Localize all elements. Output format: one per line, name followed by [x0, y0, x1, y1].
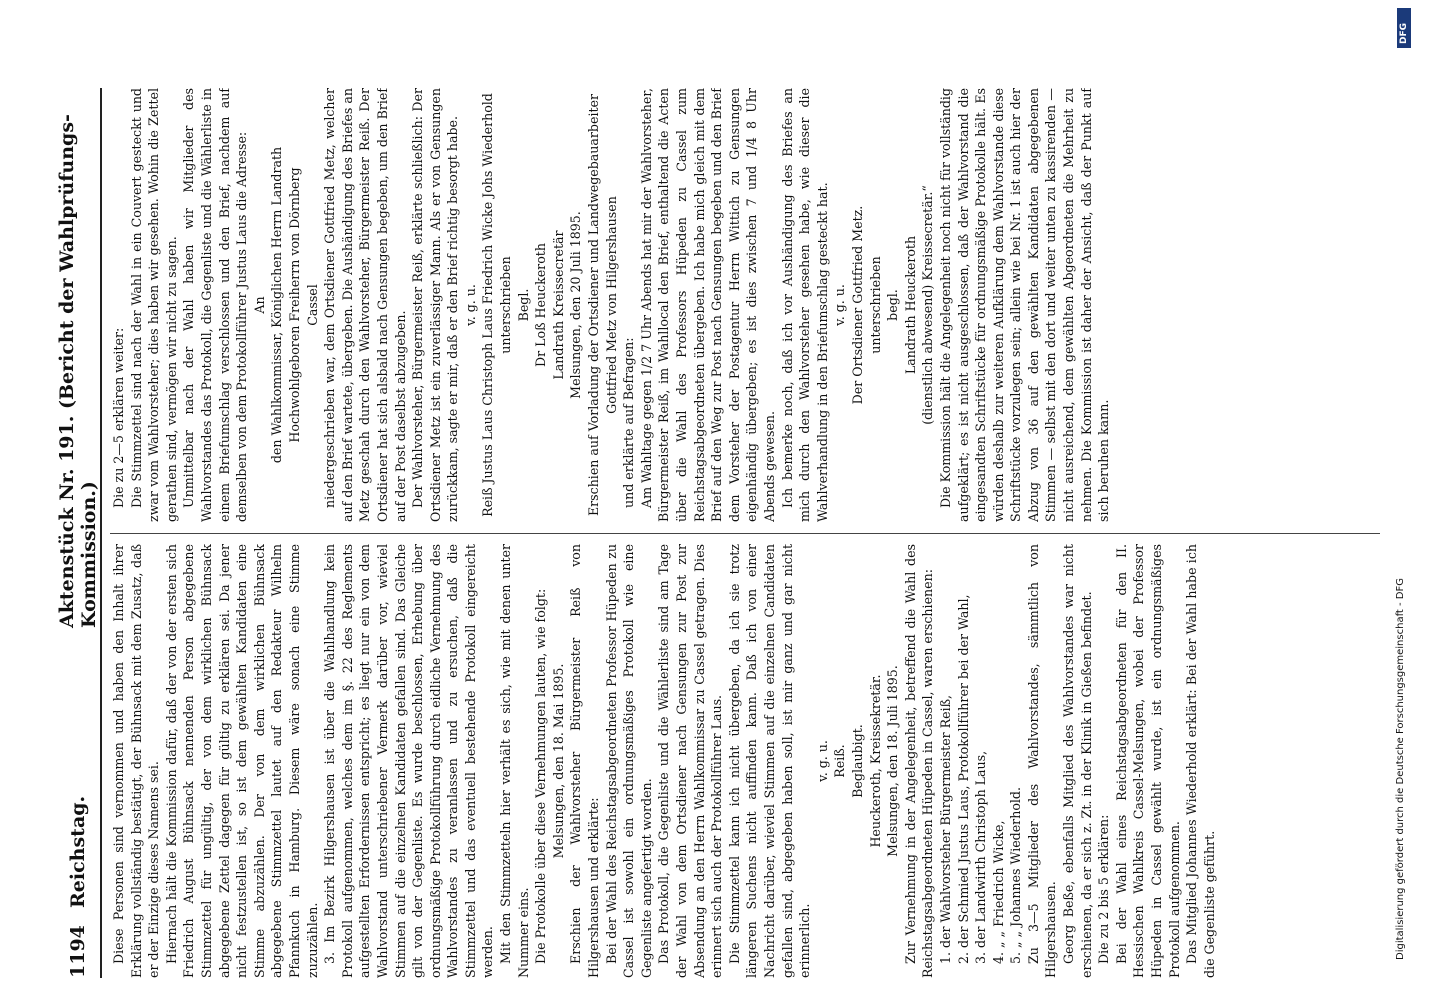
paragraph: Reiß Justus Laus Christoph Laus Friedrich Wicke Johs Wiederhold — [480, 93, 496, 517]
paragraph: Die Protokolle über diese Vernehmungen lauten, wie folgt: — [533, 588, 549, 964]
paragraph: Bei der Wahl des Reichstagsabgeordneten Professor Hüpeden zu Cassel ist sowohl ein ordnungsmäßiges Protokoll wie eine Gegenliste angefertigt worden. — [603, 544, 654, 978]
paragraph: Beglaubigt. — [849, 724, 865, 798]
paragraph: Dr Loß Heuckeroth — [533, 243, 549, 367]
paragraph: Erschien auf Vorladung der Ortsdiener und Landwegebauarbeiter Gottfried Metz von Hilgershausen — [586, 93, 619, 517]
paragraph: v. g. u. — [462, 284, 478, 326]
digitization-note — [1395, 260, 1415, 960]
paragraph: Hiernach hält die Kommission dafür, daß der von der ersten sich Friedrich August Bühnsack nennenden Person abgegebene Stimmzettel für ungültig, der von dem wirklichen Bühnsack abgegebene Zettel dagegen für gültig zu erklären sei. Da jener nicht festzustellen ist, so ist dem gewählten Kandidaten eine Stimme abzuzählen. Der von dem wirklichen Bühnsack abgegebene Stimmzettel lautet auf den Redakteur Wilhelm Pfannkuch in Hamburg. Diesem wäre sonach eine Stimme zuzuzählen. — [163, 544, 320, 978]
page-number: 1194 — [67, 925, 89, 978]
paragraph: Die Stimmzettel kann ich nicht übergeben, da ich sie trotz längeren Suchens nicht auffinden kann. Daß ich von einer Nachricht darüber, wieviel Stimmen auf die einzelnen Candidaten gefallen sind, abgegeben haben soll, ist mir ganz und gar nicht erinnerlich. — [726, 544, 813, 978]
paragraph: Diese Personen sind vernommen und haben den Inhalt ihrer Erklärung vollständig bestätigt, der Bühnsack mit dem Zusatz, daß er der Einzige dieses Namens sei. — [111, 544, 162, 978]
page-header — [58, 88, 98, 978]
paragraph: Begl. — [515, 288, 531, 322]
paragraph: unterschrieben — [867, 256, 883, 354]
paragraph: Die zu 2 bis 5 erklären: — [1096, 814, 1112, 964]
header-rule — [100, 88, 102, 978]
paragraph: unterschrieben — [498, 256, 514, 354]
paragraph: Ich bemerke noch, daß ich vor Aushändigung des Briefes an mich durch den Wahlvorsteher gesehen habe, wie dieser die Wahlverhandlung in den Briefumschlag gesteckt hat. — [779, 88, 830, 522]
paragraph: v. g. u. — [814, 740, 830, 782]
paragraph: Das Protokoll, die Gegenliste und die Wählerliste sind am Tage der Wahl von dem Ortsdiener nach Gensungen zur Post zur Absendung an den Herrn Wahlkommissar zu Cassel getragen. Dies erinnert sich auch der Protokollführer Laus. — [656, 544, 725, 978]
paragraph: Georg Beße, ebenfalls Mitglied des Wahlvorstandes war nicht erschienen, da er sich z. Zt. in der Klinik in Gießen befindet. — [1061, 544, 1094, 978]
paragraph: begl. — [885, 289, 901, 321]
paragraph: 1. der Wahlvorsteher Bürgermeister Reiß, — [937, 694, 953, 964]
paragraph: Heuckeroth, Kreissekretär. — [867, 674, 883, 848]
paragraph: Mit den Stimmzetteln hier verhält es sich, wie mit denen unter Nummer eins. — [498, 544, 531, 978]
paragraph: Die Kommission hält die Angelegenheit noch nicht für vollständig aufgeklärt; es ist nicht ausgeschlossen, daß der Wahlvorstand die eingesandten Schriftstücke für ordnungsmäßige Protokolle hält. Es würden deshalb zur weiteren Aufklärung dem Wahlvorstande diese Schriftstücke vorzulegen sein; allein wie bei Nr. 1 ist auch hier der Abzug von 36 auf den gewählten Kandidaten abgegebenen Stimmen — selbst mit den dort und weiter unten zu kassirenden — nicht ausreichend, dem gewählten Abgeordneten die Mehrheit zu nehmen. Die Kommission ist daher der Ansicht, daß der Punkt auf sich beruhen kann. — [937, 88, 1112, 522]
paragraph: Das Mitglied Johannes Wiederhold erklärt: Bei der Wahl habe ich die Gegenliste geführt. — [1184, 544, 1217, 978]
paragraph: 4. „ „ Friedrich Wicke, — [990, 820, 1006, 964]
paragraph: Der Wahlvorsteher, Bürgermeister Reiß, erklärte schließlich: Der Ortsdiener Metz ist ein zuverlässiger Mann. Als er von Gensungen zurückkam, sagte er mir, daß er den Brief richtig besorgt habe. — [410, 88, 461, 522]
paragraph: Am Wahltage gegen 1/2 7 Uhr Abends hat mir der Wahlvorsteher, Bürgermeister Reiß, im Wahllocal den Brief, enthaltend die Acten über die Wahl des Professors Hüpeden zu Cassel zum Reichstagsabgeordneten übergeben. Ich habe mich gleich mit dem Brief auf den Weg zur Post nach Gensungen begeben und den Brief dem Vorsteher der Postagentur Herrn Wittich zu Gensungen eigenhändig übergeben; es ist dies zwischen 7 und 1/4 8 Uhr Abends gewesen. — [638, 88, 777, 522]
paragraph: Die Stimmzettel sind nach der Wahl in ein Couvert gesteckt und zwar vom Wahlvorsteher; dies haben wir gesehen. Wohin die Zettel gerathen sind, vermögen wir nicht zu sagen. — [128, 88, 179, 522]
dfg-badge-text: DFG — [1399, 22, 1409, 44]
document-page — [58, 88, 1388, 978]
paragraph: Der Ortsdiener Gottfried Metz. — [849, 205, 865, 405]
paragraph: Melsungen, den 20 Juli 1895. — [568, 211, 584, 399]
paragraph: Cassel — [304, 284, 320, 326]
paragraph: Landrath Heuckeroth — [902, 235, 918, 375]
right-column — [110, 88, 1380, 522]
paragraph: Zur Vernehmung in der Angelegenheit, betreffend die Wahl des Reichstagsabgeordneten Hüpeden in Cassel, waren erschienen: — [902, 544, 936, 978]
paragraph: niedergeschrieben war, dem Ortsdiener Gottfried Metz, welcher auf den Brief wartete, übergeben. Die Aushändigung des Briefes an Metz geschah durch den Wahlvorsteher, Bürgermeister Reiß. Der Ortsdiener hat sich alsbald nach Gensungen begeben, um den Brief auf der Post daselbst abzugeben. — [322, 88, 408, 522]
paragraph: Landrath Kreissecretär — [550, 230, 566, 380]
left-column — [110, 544, 1380, 978]
paragraph: Die zu 2—5 erklären weiter: — [111, 327, 126, 508]
paragraph: Unmittelbar nach der Wahl haben wir Mitglieder des Wahlvorstandes das Protokoll, die Gegenliste und die Wählerliste in einem Briefumschlag verschlossen und den Brief, nachdem auf demselben von dem Protokollführer Justus Laus die Adresse: — [181, 88, 250, 522]
paragraph: Reiß. — [832, 744, 848, 778]
paragraph: 3. Im Bezirk Hilgershausen ist über die Wahlhandlung kein Protokoll aufgenommen, welches dem im §. 22 des Reglements aufgestellten Erfordernissen entspricht; es liegt nur ein von dem Wahlvorstand unterschriebener Vermerk darüber vor, wieviel Stimmen auf die einzelnen Kandidaten gefallen sind. Das Gleiche gilt von der Gegenliste. Es wurde beschlossen, Erhebung über ordnungsmäßige Protokollführung durch eidliche Vernehmung des Wahlvorstandes zu veranlassen und zu ersuchen, daß die Stimmzettel und das eventuell bestehende Protokoll eingereicht werden. — [322, 544, 496, 978]
paragraph: den Wahlkommissar, Königlichen Herrn Landrath Hochwohlgeboren Freiherrn von Dörnberg — [269, 146, 302, 464]
running-tag: Reichstag. — [67, 795, 89, 908]
paragraph: An — [251, 296, 267, 314]
paragraph: Melsungen, den 18. Juli 1895. — [885, 665, 901, 857]
paragraph: 3. der Landwirth Christoph Laus, — [973, 750, 989, 964]
paragraph: (dienstlich abwesend) Kreissecretär.“ — [920, 185, 936, 425]
paragraph: und erklärte auf Befragen: — [621, 337, 637, 508]
paragraph: 2. der Schmied Justus Laus, Protokollführer bei der Wahl, — [955, 594, 971, 964]
paragraph: Bei der Wahl eines Reichstagsabgeordneten für den II. Hessischen Wahlkreis Cassel-Melsungen, wobei der Professor Hüpeden in Cassel gewählt wurde, ist ein ordnungsmäßiges Protokoll aufgenommen. — [1113, 544, 1182, 978]
column-separator — [110, 533, 1380, 534]
page-title: Aktenstück Nr. 191. (Bericht der Wahlprüfungs-Kommission.) — [56, 114, 100, 628]
digitization-note-text: Digitalisierung gefördert durch die Deutsche Forschungsgemeinschaft - DFG — [1395, 577, 1406, 960]
paragraph: Zu 3—5 Mitglieder des Wahlvorstandes, sämmtlich von Hilgershausen. — [1025, 544, 1059, 978]
dfg-logo — [1397, 8, 1411, 48]
paragraph: Erschien der Wahlvorsteher Bürgermeister Reiß von Hilgershausen und erklärte: — [568, 544, 602, 978]
paragraph: 5. „ „ Johannes Wiederhold. — [1008, 787, 1024, 964]
paragraph: Melsungen, den 18. Mai 1895. — [550, 663, 566, 859]
paragraph: v. g. u. — [832, 284, 848, 326]
